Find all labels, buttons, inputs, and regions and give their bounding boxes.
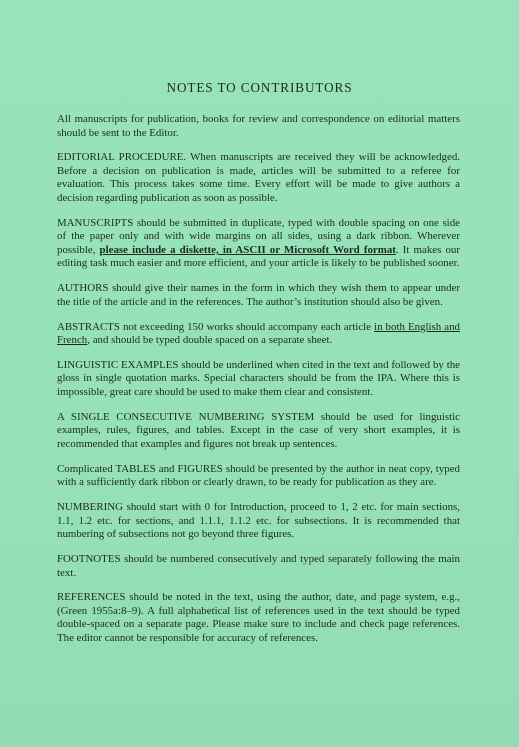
paragraph-numbering-system: A SINGLE CONSECUTIVE NUMBERING SYSTEM should be used for linguistic examples, rules, figures, and tables. Except in the case of very short examples, it is recommended that examples and figures not break up sentences. (57, 410, 460, 450)
abstracts-languages-underlined: in both English and French (57, 320, 460, 347)
manuscripts-text-after: . It makes our editing task much easier and more efficient, and your article is likely to be published sooner. (57, 243, 460, 270)
paragraph-numbering: NUMBERING should start with 0 for Introduction, proceed to 1, 2 etc. for main sections, 1.1, 1.2 etc. for sections, and 1.1.1, 1.1.2 etc. for subsections. It is recommended that numbering of subsections not go beyond three figures. (57, 501, 460, 541)
paragraph-abstracts (57, 321, 460, 348)
paragraph-authors: AUTHORS should give their names in the form in which they wish them to appear under the title of the article and in the references. The author’s institution should also be given. (57, 282, 460, 308)
paragraph-footnotes: FOOTNOTES should be numbered consecutively and typed separately following the main text. (57, 553, 460, 579)
paragraph-tables-figures: Complicated TABLES and FIGURES should be presented by the author in neat copy, typed with a sufficiently dark ribbon or clearly drawn, to be ready for publication as they are. (57, 462, 460, 489)
abstracts-text-after: , and should be typed double spaced on a separate sheet. (87, 334, 333, 347)
paragraph-intro: All manuscripts for publication, books for review and correspondence on editorial matters should be sent to the Editor. (57, 113, 460, 139)
contributor-notes-body (57, 113, 460, 657)
abstracts-text-before: ABSTRACTS not exceeding 150 works should accompany each article (57, 320, 375, 333)
paragraph-references: REFERENCES should be noted in the text, using the author, date, and page system, e.g., (Green 1955a:8–9). A full alphabetical list of references used in the text should be typed double-spaced on a separate page. Please make sure to include and check page references. The editor cannot be responsible for accuracy of references. (57, 591, 460, 644)
manuscripts-text-before: MANUSCRIPTS should be submitted in duplicate, typed with double spacing on one side of the paper only and with wide margins on all sides, using a dark ribbon. Wherever possible, (57, 216, 460, 256)
diskette-emphasis: please include a diskette, in ASCII or Microsoft Word format (99, 243, 396, 256)
paragraph-linguistic-examples: LINGUISTIC EXAMPLES should be underlined when cited in the text and followed by the gloss in single quotation marks. Special characters should be from the IPA. Where this is impossible, great care should be used to make them clear and consistent. (57, 358, 460, 398)
paragraph-editorial-procedure: EDITORIAL PROCEDURE. When manuscripts are received they will be acknowledged. Before a decision on publication is made, articles will be submitted to a referee for evaluation. This process takes some time. Every effort will be made to give authors a decision regarding publication as soon as possible. (57, 151, 460, 204)
paragraph-manuscripts (57, 217, 460, 271)
page-title: NOTES TO CONTRIBUTORS (166, 80, 353, 95)
